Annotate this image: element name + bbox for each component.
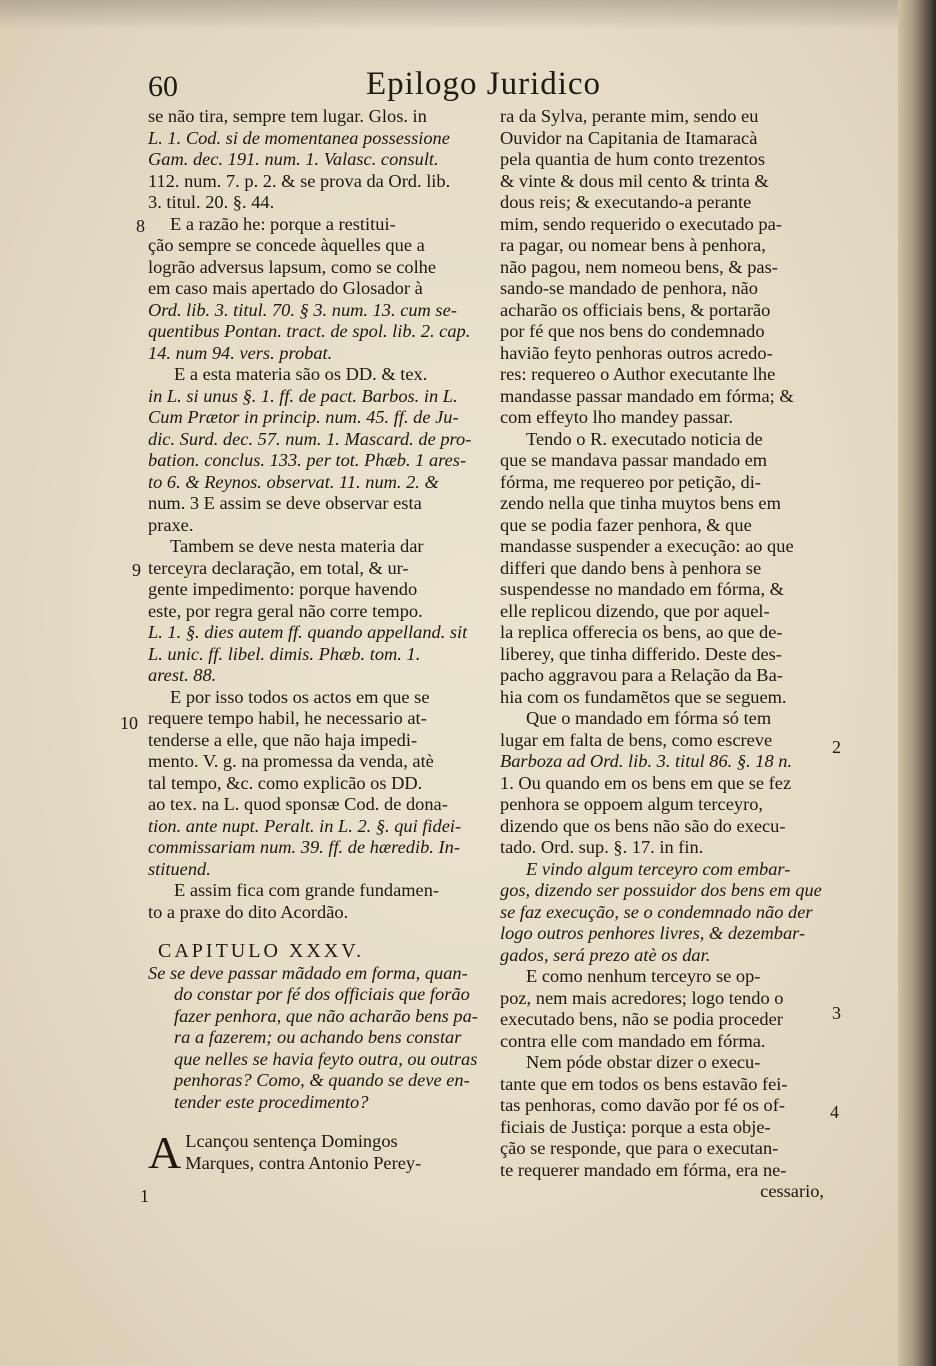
paragraph-start: E assim fica com grande fundamen- <box>174 880 440 900</box>
paragraph-start: E a razão he: porque a restitui- <box>170 213 396 234</box>
text-line: ra da Sylva, perante mim, sendo eu <box>500 106 759 126</box>
margin-number-10: 10 <box>120 713 138 733</box>
text-line: differi que dando bens à penhora se <box>500 557 762 578</box>
text-line: dizendo que os bens não são do execu- <box>500 815 786 836</box>
quote-start: E vindo algum terceyro com embar- <box>526 858 791 879</box>
spacer <box>148 923 483 941</box>
text-line: pela quantia de hum conto trezentos <box>500 149 766 169</box>
text-line: zendo nella que tinha muytos bens em <box>500 493 781 513</box>
text-line: em caso mais apertado do Glosador à <box>148 278 423 298</box>
text-line: bation. conclus. 133. per tot. Phæb. 1 ares- <box>148 450 467 470</box>
quote-line: logo outros penhores livres, & dezembar- <box>500 923 806 943</box>
text-line: 14. num 94. vers. probat. <box>148 342 333 363</box>
text-line: & vinte & dous mil cento & trinta & <box>500 170 769 191</box>
text-line: ao tex. na L. quod sponsæ Cod. de dona- <box>148 794 448 814</box>
text-line: executado bens, não se podia proceder <box>500 1009 783 1029</box>
text-line: L. unic. ff. libel. dimis. Phæb. tom. 1. <box>148 643 421 664</box>
paragraph-start: E como nenhum terceyro se op- <box>526 966 761 986</box>
text-line: dous reis; & executando-a perante <box>500 192 752 212</box>
text-line: Ord. lib. 3. titul. 70. § 3. num. 13. cum se- <box>148 299 457 320</box>
text-line: dic. Surd. dec. 57. num. 1. Mascard. de pro- <box>148 428 472 449</box>
dropcap-letter: A <box>148 1127 182 1178</box>
summary-line: do constar por fé dos officiais que forão <box>174 984 470 1004</box>
text-line: mandasse suspender a execução: ao que <box>500 536 794 556</box>
summary-line: penhoras? Como, & quando se deve en- <box>174 1070 470 1090</box>
text-line: logrão adversus lapsum, como se colhe <box>148 256 437 277</box>
text-line: contra elle com mandado em fórma. <box>500 1030 766 1051</box>
quote-line: se faz execução, se o condemnado não der <box>500 901 813 922</box>
text-line: tenderse a elle, que não haja impedi- <box>148 729 418 750</box>
text-line: mim, sendo requerido o executado pa- <box>500 213 782 234</box>
left-column <box>148 106 483 1178</box>
chapter-heading: CAPITULO XXXV. <box>158 940 365 962</box>
text-line: não pagou, nem nomeou bens, & pas- <box>500 256 778 277</box>
text-line: 112. num. 7. p. 2. & se prova da Ord. lib. <box>148 170 451 191</box>
text-line: Cum Prætor in princip. num. 45. ff. de Ju- <box>148 407 459 427</box>
paragraph-start: Tendo o R. executado noticia de <box>526 428 763 449</box>
catchword: cessario, <box>760 1181 824 1201</box>
text-line: la replica offerecia os bens, ao que de- <box>500 622 783 642</box>
text-line: hia com os fundamẽtos que se seguem. <box>500 686 787 707</box>
text-line: ção se responde, que para o executan- <box>500 1138 779 1158</box>
summary-line: fazer penhora, que não acharão bens pa- <box>174 1005 478 1026</box>
paragraph-start: Tambem se deve nesta materia dar <box>170 536 424 556</box>
text-line: que se mandava passar mandado em <box>500 450 768 470</box>
text-line: fórma, me requereo por petição, di- <box>500 471 761 492</box>
summary-line: Se se deve passar mãdado em forma, quan- <box>148 962 468 983</box>
margin-number-3: 3 <box>832 1003 841 1023</box>
text-line: pacho aggravou para a Relação da Ba- <box>500 665 783 685</box>
paragraph-start: E a esta materia são os DD. & tex. <box>174 364 428 384</box>
page-top-shadow <box>0 0 936 30</box>
text-line: Lcançou sentença Domingos <box>185 1131 398 1151</box>
text-line: 3. titul. 20. §. 44. <box>148 192 275 212</box>
text-line: in L. si unus §. 1. ff. de pact. Barbos. in L. <box>148 385 458 406</box>
text-line: lugar em falta de bens, como escreve <box>500 729 773 750</box>
text-line: commissariam num. 39. ff. de hæredib. In- <box>148 837 460 857</box>
text-line: tion. ante nupt. Peralt. in L. 2. §. qui fidei- <box>148 815 462 836</box>
text-line: Marques, contra Antonio Perey- <box>185 1152 422 1173</box>
text-line: to a praxe do dito Acordão. <box>148 901 349 922</box>
text-line: que se podia fazer penhora, & que <box>500 514 752 535</box>
text-line: Ouvidor na Capitania de Itamaracà <box>500 127 758 148</box>
text-line: sando-se mandado de penhora, não <box>500 278 758 298</box>
text-line: res: requereo o Author executante lhe <box>500 364 776 384</box>
margin-number-9: 9 <box>132 560 141 580</box>
quote-line: gados, será prezo atè os dar. <box>500 944 711 965</box>
quote-line: gos, dizendo ser possuidor dos bens em que <box>500 880 822 900</box>
margin-number-4: 4 <box>830 1102 839 1122</box>
text-line: to 6. & Reynos. observat. 11. num. 2. & <box>148 471 439 492</box>
text-line: mento. V. g. na promessa da venda, atè <box>148 751 434 771</box>
text-line: elle replicou dizendo, que por aquel- <box>500 600 770 621</box>
text-line: se não tira, sempre tem lugar. Glos. in <box>148 106 427 126</box>
page-header <box>148 66 828 106</box>
paragraph-start: Que o mandado em fórma só tem <box>526 708 772 728</box>
text-line: tado. Ord. sup. §. 17. in fin. <box>500 837 704 857</box>
text-line: stituend. <box>148 858 211 879</box>
text-line: gente impedimento: porque havendo <box>148 579 418 599</box>
text-line: liberey, que tinha differido. Deste des- <box>500 643 782 664</box>
text-line: ção sempre se concede àquelles que a <box>148 235 425 255</box>
text-line: tal tempo, &c. como explicão os DD. <box>148 772 423 793</box>
text-line: te requerer mandado em fórma, era ne- <box>500 1159 787 1180</box>
running-title: Epilogo Juridico <box>366 66 602 102</box>
text-line: tante que em todos os bens estavão fei- <box>500 1073 788 1094</box>
summary-line: ra a fazerem; ou achando bens constar <box>174 1027 462 1047</box>
text-line: praxe. <box>148 514 194 535</box>
summary-line: que nelles se havia feyto outra, ou outras <box>174 1048 478 1069</box>
right-column <box>500 106 830 1203</box>
book-binding-edge <box>898 0 936 1366</box>
text-line: por fé que nos bens do condemnado <box>500 321 765 341</box>
text-line: L. 1. Cod. si de momentanea possessione <box>148 127 450 148</box>
text-line: quentibus Pontan. tract. de spol. lib. 2. cap. <box>148 321 471 341</box>
text-line: arest. 88. <box>148 665 217 685</box>
margin-number-2: 2 <box>832 737 841 757</box>
text-line: requere tempo habil, he necessario at- <box>148 708 427 728</box>
text-line: mandasse passar mandado em fórma; & <box>500 385 794 406</box>
text-line: havião feyto penhoras outros acredo- <box>500 342 773 363</box>
text-line: com effeyto lho mandey passar. <box>500 407 734 427</box>
summary-line: tender este procedimento? <box>174 1091 369 1112</box>
text-line: ra pagar, ou nomear bens à penhora, <box>500 235 766 255</box>
dropcap-paragraph <box>148 1127 483 1178</box>
text-line: Barboza ad Ord. lib. 3. titul 86. §. 18 n. <box>500 751 793 771</box>
text-line: poz, nem mais acredores; logo tendo o <box>500 987 784 1008</box>
chapter-summary <box>148 963 483 1114</box>
text-line: terceyra declaração, em total, & ur- <box>148 557 409 578</box>
text-line: L. 1. §. dies autem ff. quando appelland. sit <box>148 622 468 642</box>
text-line: penhora se oppoem algum terceyro, <box>500 794 763 814</box>
paragraph-start: Nem póde obstar dizer o execu- <box>526 1052 761 1072</box>
text-line: acharão os officiais bens, & portarão <box>500 299 771 320</box>
paragraph-start: E por isso todos os actos em que se <box>170 686 430 707</box>
margin-number-1: 1 <box>140 1186 149 1206</box>
text-line: 1. Ou quando em os bens em que se fez <box>500 772 792 793</box>
text-line: suspendesse no mandado em fórma, & <box>500 579 784 599</box>
text-line: este, por regra geral não corre tempo. <box>148 600 423 621</box>
page-number: 60 <box>148 70 178 103</box>
margin-number-8: 8 <box>136 216 145 236</box>
text-line: Gam. dec. 191. num. 1. Valasc. consult. <box>148 149 439 169</box>
text-line: tas penhoras, como davão por fé os of- <box>500 1095 785 1115</box>
text-line: num. 3 E assim se deve observar esta <box>148 493 422 513</box>
spacer <box>148 1113 483 1131</box>
text-line: ficiais de Justiça: porque a esta obje- <box>500 1116 771 1137</box>
